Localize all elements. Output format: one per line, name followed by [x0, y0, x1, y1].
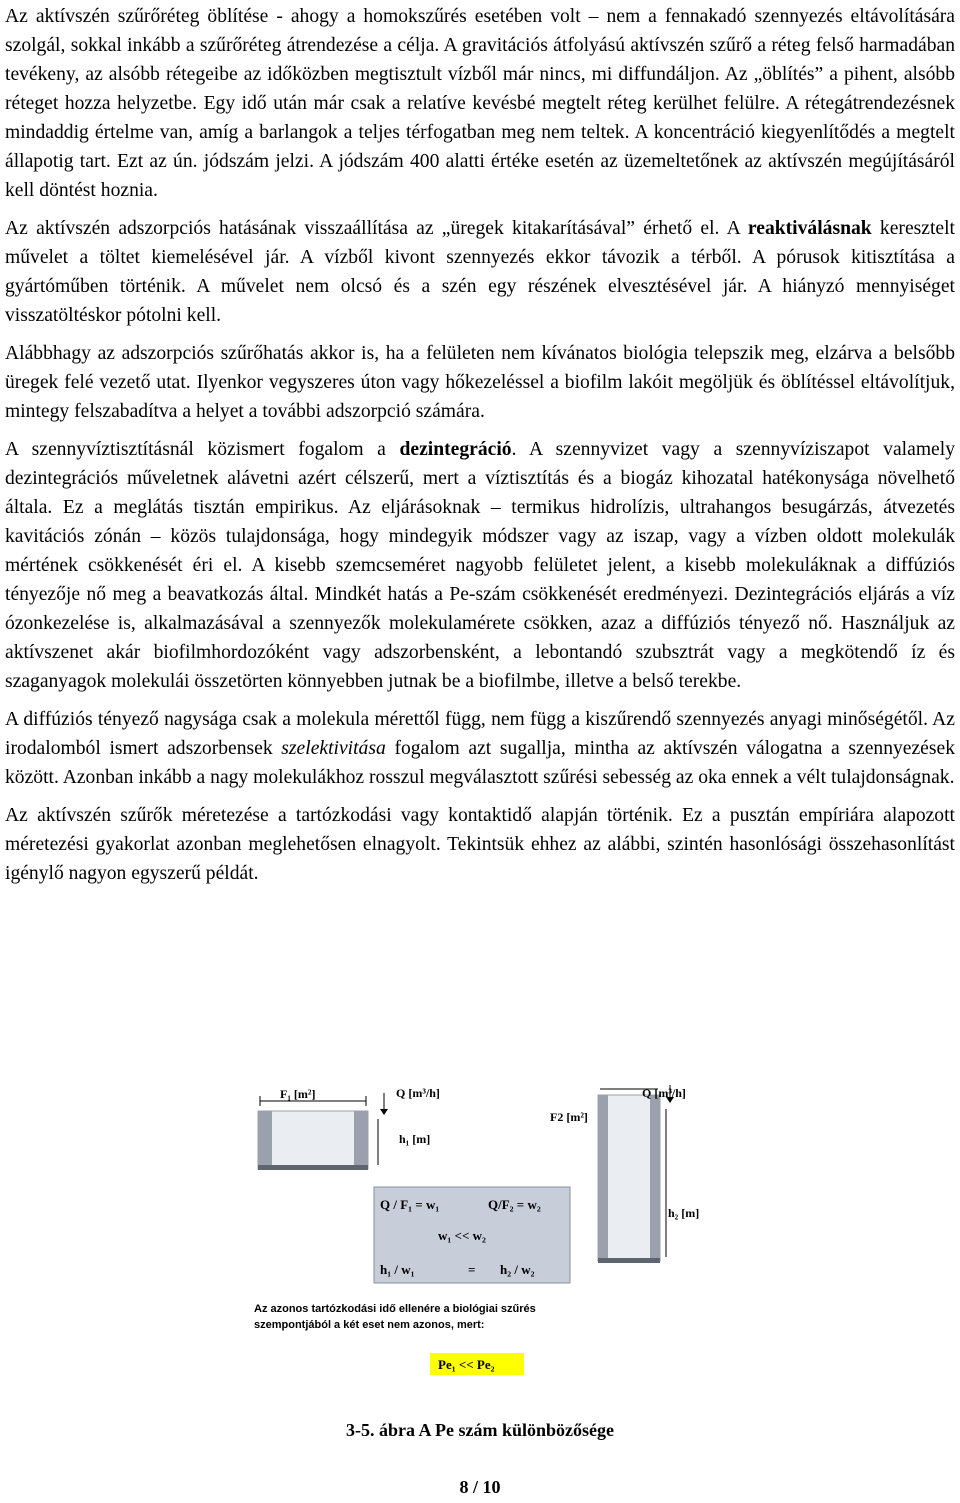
- h1-label: h₁ [m]: [399, 1132, 431, 1146]
- equation-equals: =: [468, 1262, 476, 1277]
- f1-label: F₁ [m²]: [280, 1087, 316, 1101]
- figure-svg: [254, 1085, 706, 1383]
- q2-label: Q [m³/h]: [642, 1086, 686, 1100]
- paragraph-reactivation: [5, 214, 955, 330]
- page-number: 8 / 10: [459, 1477, 501, 1497]
- q1-arrow-icon: [380, 1109, 388, 1115]
- pe-comparison-figure: [254, 1085, 706, 1383]
- figure-note-line-2: szempontjából a két eset nem azonos, mert:: [254, 1319, 485, 1331]
- pe-comparison: Pe₁ << Pe₂: [438, 1357, 495, 1372]
- f2-label: F2 [m²]: [550, 1110, 588, 1124]
- filter-column-2-bottom: [598, 1258, 660, 1263]
- equation-h1-w1: h₁ / w₁: [380, 1262, 415, 1277]
- paragraph-sizing: [5, 801, 955, 888]
- bold-term: dezintegráció: [399, 439, 512, 460]
- bold-term: reaktiválásnak: [747, 218, 872, 239]
- figure-caption: 3-5. ábra A Pe szám különbözősége: [346, 1420, 614, 1440]
- text-run: Az aktívszén szűrők méretezése a tartózkodási vagy kontaktidő alapján történik. Ez a pusztán empíriára alapozott méretezési gyakorlat azonban meglehetősen elnagyolt. Tekintsük ehhez az alábbi, szintén hasonlósági összehasonlítást igénylő nagyon egyszerű példát.: [5, 805, 955, 884]
- filter-column-1-shade-right: [354, 1111, 368, 1169]
- paragraph-biofilm: [5, 339, 955, 426]
- text-run: keresztelt művelet a töltet kiemelésével jár. A vízből kivont szennyezés ekkor távozik a térből. A pórusok kitisztítása a gyártóműben történik. A művelet nem olcsó és a szén egy részének elvesztésével jár. A hiányzó mennyiséget visszatöltéskor pótolni kell.: [5, 218, 955, 326]
- italic-term: szelektivitása: [281, 738, 386, 759]
- equation-w1: Q / F₁ = w₁: [380, 1197, 440, 1212]
- figure-note-line-1: Az azonos tartózkodási idő ellenére a biológiai szűrés: [254, 1303, 536, 1315]
- h2-label: h₂ [m]: [668, 1206, 700, 1220]
- paragraph-diffusion: [5, 705, 955, 792]
- text-run: Alábbhagy az adszorpciós szűrőhatás akkor is, ha a felületen nem kívánatos biológia telepszik meg, elzárva a belsőbb üregek felé vezető utat. Ilyenkor vegyszeres úton vagy hőkezeléssel a biofilm lakóit megöljük és öblítéssel eltávolítjuk, mintegy felszabadítva a helyet a további adszorpció számára.: [5, 343, 955, 422]
- equation-h2-w2: h₂ / w₂: [500, 1262, 535, 1277]
- text-run: Az aktívszén adszorpciós hatásának visszaállítása az „üregek kitakarításával” érhető el. A: [5, 218, 748, 239]
- text-run: A diffúziós tényező nagysága csak a molekula mérettől függ, nem függ a kiszűrendő szennyezés anyagi minőségétől. Az irodalomból ismert adszorbensek: [5, 709, 955, 759]
- filter-column-1-shade-left: [258, 1111, 272, 1169]
- equation-w-compare: w₁ << w₂: [438, 1228, 486, 1243]
- paragraph-rinsing: [5, 2, 955, 205]
- text-run: A szennyvíztisztításnál közismert fogalom a: [5, 439, 400, 460]
- filter-column-2-shade-right: [650, 1095, 660, 1261]
- text-run: Az aktívszén szűrőréteg öblítése - ahogy a homokszűrés esetében volt – nem a fennakadó szennyezés eltávolítására szolgál, sokkal inkább a szűrőréteg átrendezése a célja. A gravitációs átfolyású aktívszén szűrő a réteg felső harmadában tevékeny, az alsóbb rétegeibe az időközben megtisztult vízből már nincs, mi diffundáljon. Az „öblítés” a pihent, alsóbb réteget hozza helyzetbe. Egy idő után már csak a relatíve kevésbé megtelt réteg kerülhet felülre. A rétegátrendezésnek mindaddig értelme van, amíg a barlangok a teljes térfogatban meg nem teltek. A koncentráció kiegyenlítődés a megtelt állapotig tart. Ezt az ún. jódszám jelzi. A jódszám 400 alatti értéke esetén az üzemeltetőnek az aktívszén megújításáról kell döntést hoznia.: [5, 6, 955, 201]
- text-run: . A szennyvizet vagy a szennyvíziszapot valamely dezintegrációs műveletnek alávetni azért célszerű, mert a víztisztítás és a biogáz kihozatal hatékonysága növelhető általa. Ez a meglátás tisztán empirikus. Az eljárásoknak – termikus hidrolízis, ultrahangos besugárzás, átvezetés kavitációs zónán – közös tulajdonsága, hogy mindegyik módszer vagy az iszap, vagy a vízben oldott molekulák mértének csökkenését éri el. A kisebb szemcseméret nagyobb felületet jelent, a kisebb molekuláknak a diffúziós tényezője nő meg a beavatkozás által. Mindkét hatás a Pe-szám csökkenését eredményezi. Dezintegrációs eljárás a víz ózonkezelése is, alkalmazásával a szennyezők molekulamérete csökken, azaz a diffúziós tényező nő. Használjuk az aktívszenet akár biofilmhordozóként vagy adszorbensként, a lebontandó szubsztrát vagy a megkötendő íz és szaganyagok molekulái összetörten könnyebben jutnak be a biofilmbe, illetve a belső terekbe.: [5, 439, 955, 692]
- q1-label: Q [m³/h]: [396, 1086, 440, 1100]
- paragraph-disintegration: [5, 435, 955, 696]
- filter-column-1-body: [258, 1111, 368, 1169]
- equation-w2: Q/F₂ = w₂: [488, 1197, 541, 1212]
- text-run: fogalom azt sugallja, mintha az aktívszén válogatna a szennyezések között. Azonban inkább a nagy molekulákhoz rosszul megválasztott szűrési sebesség az oka ennek a vélt tulajdonságnak.: [5, 738, 955, 788]
- document-body: [5, 2, 955, 897]
- filter-column-1-bottom: [258, 1165, 368, 1170]
- filter-column-2-shade-left: [598, 1095, 608, 1261]
